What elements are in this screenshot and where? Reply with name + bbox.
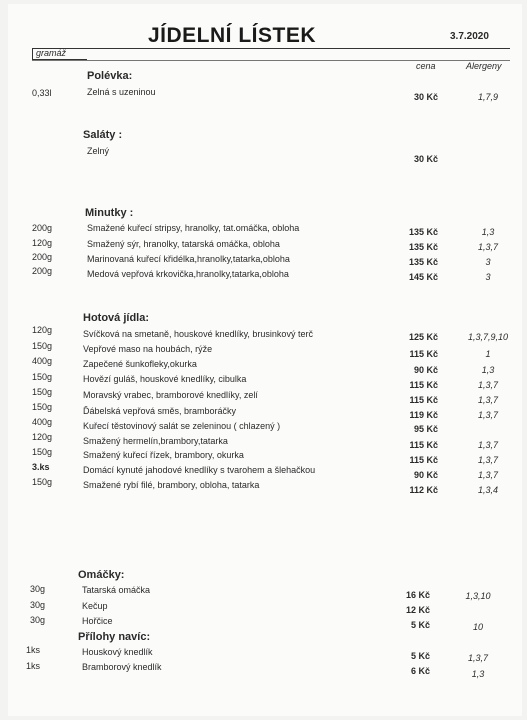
item-price: 119 Kč: [409, 410, 438, 420]
item-allergens: 1: [485, 349, 491, 359]
item-price: 90 Kč: [413, 365, 438, 375]
section-title-minutky: Minutky :: [85, 207, 134, 219]
item-weight: 150g: [32, 372, 53, 382]
item-price: 115 Kč: [409, 380, 438, 390]
item-price: 6 Kč: [410, 666, 430, 676]
item-allergens: 1,3: [481, 365, 495, 375]
item-name: Bramborový knedlík: [82, 662, 162, 672]
item-weight: 30g: [30, 584, 46, 594]
item-weight: 200g: [32, 266, 53, 276]
item-name: Smažené rybí filé, brambory, obloha, tatarka: [83, 480, 260, 490]
item-weight: 150g: [32, 447, 53, 457]
item-weight: 120g: [32, 325, 53, 335]
weight-column-header: gramáž: [36, 48, 67, 58]
item-price: 125 Kč: [408, 332, 438, 342]
item-name: Domácí kynuté jahodové knedlíky s tvarohem a šlehačkou: [83, 465, 316, 475]
page-title: JÍDELNÍ LÍSTEK: [148, 24, 317, 47]
item-price: 90 Kč: [413, 470, 438, 480]
item-price: 30 Kč: [413, 154, 438, 164]
item-price: 30 Kč: [413, 92, 438, 102]
item-price: 115 Kč: [409, 349, 438, 359]
item-name: Zelný: [87, 146, 110, 156]
item-name: Tatarská omáčka: [82, 585, 151, 595]
item-price: 115 Kč: [409, 395, 438, 405]
item-allergens: 3: [485, 257, 491, 267]
item-price: 145 Kč: [408, 272, 438, 282]
item-weight: 150g: [32, 477, 53, 487]
item-price: 5 Kč: [410, 651, 430, 661]
price-column-header: cena: [416, 61, 436, 71]
item-name: Moravský vrabec, bramborové knedlíky, zelí: [83, 390, 258, 400]
item-weight: 3.ks: [32, 462, 50, 472]
item-name: Smažený hermelín,brambory,tatarka: [83, 436, 228, 446]
item-name: Zapečené šunkofleky,okurka: [83, 359, 197, 369]
item-price: 135 Kč: [408, 257, 438, 267]
item-name: Vepřové maso na houbách, rýže: [83, 344, 213, 354]
item-weight: 120g: [32, 432, 53, 442]
section-title-salads: Saláty :: [83, 129, 123, 141]
item-name: Hořčice: [82, 616, 113, 626]
item-weight: 120g: [32, 238, 53, 248]
item-price: 115 Kč: [409, 440, 438, 450]
item-allergens: 3: [485, 272, 491, 282]
item-weight: 0,33l: [32, 88, 52, 98]
section-title-soup: Polévka:: [87, 70, 133, 82]
header-top-rule: [32, 48, 510, 49]
item-allergens: 1,3,10: [465, 591, 491, 601]
item-name: Kečup: [82, 601, 108, 611]
item-weight: 200g: [32, 252, 53, 262]
item-name: Ďábelská vepřová směs, bramboráčky: [83, 406, 237, 416]
item-price: 95 Kč: [413, 424, 438, 434]
item-allergens: 1,7,9: [477, 92, 499, 102]
item-allergens: 10: [472, 622, 483, 632]
item-name: Smažený sýr, hranolky, tatarská omáčka, obloha: [87, 239, 280, 249]
item-name: Houskový knedlík: [82, 647, 153, 657]
item-weight: 150g: [32, 387, 53, 397]
item-allergens: 1,3,7: [477, 440, 499, 450]
allergens-column-header: Alergeny: [466, 61, 502, 71]
item-weight: 400g: [32, 356, 53, 366]
item-allergens: 1,3,7: [467, 653, 489, 663]
item-name: Medová vepřová krkovička,hranolky,tatarka,obloha: [87, 269, 289, 279]
item-name: Marinovaná kuřecí křidélka,hranolky,tatarka,obloha: [87, 254, 290, 264]
item-name: Hovězí guláš, houskové knedlíky, cibulka: [83, 374, 247, 384]
item-weight: 400g: [32, 417, 53, 427]
item-price: 12 Kč: [405, 605, 430, 615]
item-price: 112 Kč: [409, 485, 438, 495]
item-price: 135 Kč: [408, 227, 438, 237]
item-allergens: 1,3,7: [477, 380, 499, 390]
item-weight: 1ks: [26, 645, 41, 655]
item-price: 16 Kč: [405, 590, 430, 600]
item-weight: 1ks: [26, 661, 41, 671]
item-name: Smažené kuřecí stripsy, hranolky, tat.omáčka, obloha: [87, 223, 300, 233]
item-weight: 150g: [32, 341, 53, 351]
section-title-main-dishes: Hotová jídla:: [83, 312, 150, 324]
item-allergens: 1,3,7: [477, 455, 499, 465]
item-name: Kuřecí těstovinový salát se zeleninou ( chlazený ): [83, 421, 281, 431]
item-price: 5 Kč: [410, 620, 430, 630]
menu-page: [8, 4, 522, 716]
item-price: 135 Kč: [408, 242, 438, 252]
item-allergens: 1,3,7: [477, 470, 499, 480]
item-allergens: 1,3: [481, 227, 495, 237]
item-allergens: 1,3: [471, 669, 485, 679]
item-allergens: 1,3,7,9,10: [467, 332, 509, 342]
item-allergens: 1,3,4: [477, 485, 499, 495]
section-title-sauces: Omáčky:: [78, 569, 125, 581]
item-name: Smažený kuřecí řízek, brambory, okurka: [83, 450, 244, 460]
header-bottom-rule: [32, 60, 510, 61]
item-allergens: 1,3,7: [477, 410, 499, 420]
item-name: Zelná s uzeninou: [87, 87, 156, 97]
item-weight: 30g: [30, 615, 46, 625]
menu-date: 3.7.2020: [450, 31, 489, 42]
item-allergens: 1,3,7: [477, 395, 499, 405]
item-weight: 30g: [30, 600, 46, 610]
item-weight: 200g: [32, 223, 53, 233]
item-name: Svíčková na smetaně, houskové knedlíky, brusinkový terč: [83, 329, 313, 339]
item-weight: 150g: [32, 402, 53, 412]
item-allergens: 1,3,7: [477, 242, 499, 252]
item-price: 115 Kč: [409, 455, 438, 465]
section-title-sides: Přílohy navíc:: [78, 631, 151, 643]
